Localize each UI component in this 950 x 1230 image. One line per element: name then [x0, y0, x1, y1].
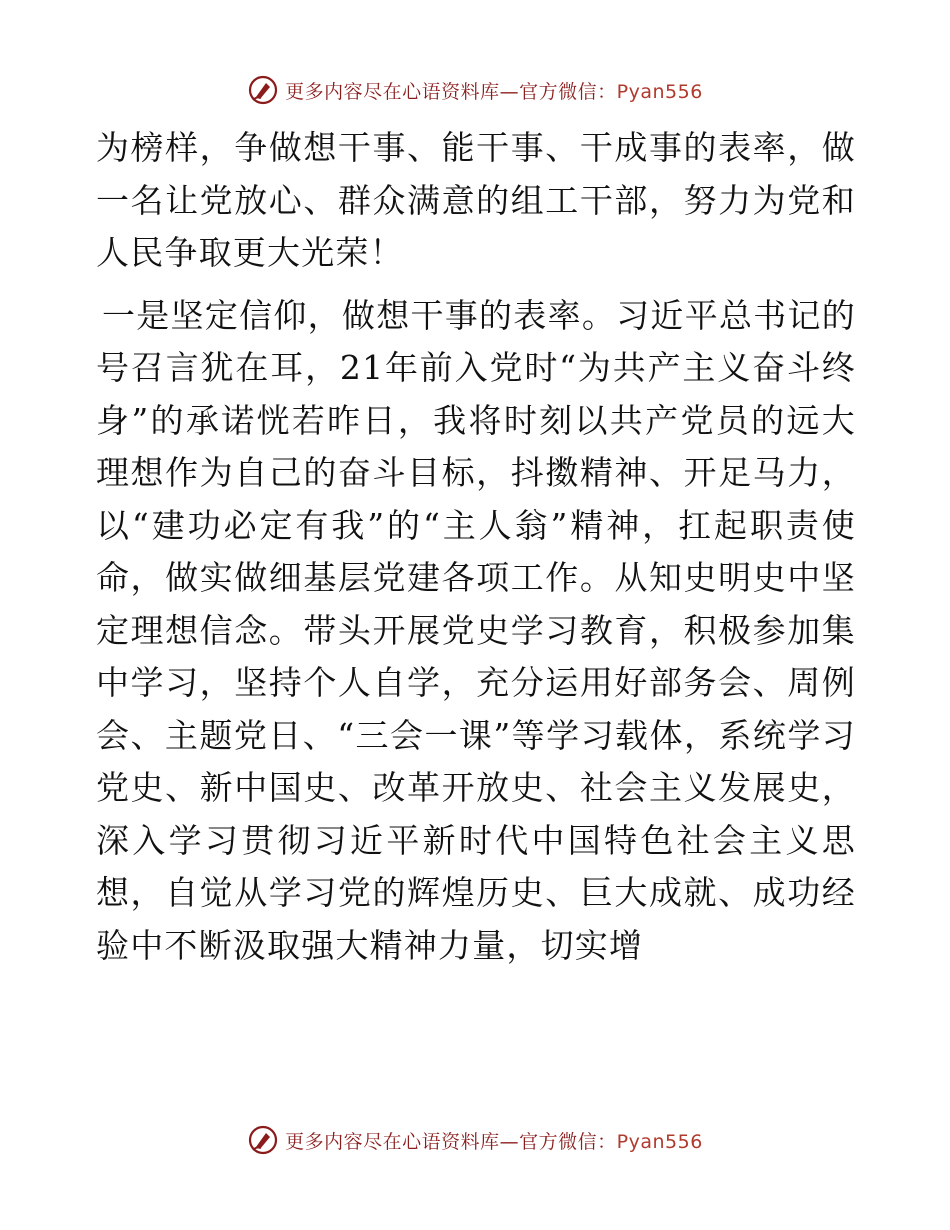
header-banner-text: 更多内容尽在心语资料库—官方微信：Pyan556 — [285, 80, 703, 103]
wechat-id: Pyan556 — [616, 1130, 703, 1153]
document-body — [96, 122, 856, 972]
paragraph-2: 一是坚定信仰，做想干事的表率。习近平总书记的号召言犹在耳，21年前入党时“为共产主义奋斗终身”的承诺恍若昨日，我将时刻以共产党员的远大理想作为自己的奋斗目标，抖擞精神、开足马力，以“建功必定有我”的“主人翁”精神，扛起职责使命，做实做细基层党建各项工作。从知史明史中坚定理想信念。带头开展党史学习教育，积极参加集中学习，坚持个人自学，充分运用好部务会、周例会、主题党日、“三会一课”等学习载体，系统学习党史、新中国史、改革开放史、社会主义发展史，深入学习贯彻习近平新时代中国特色社会主义思想，自觉从学习党的辉煌历史、巨大成就、成功经验中不断汲取强大精神力量，切实增 — [96, 295, 856, 965]
pen-nib-icon — [247, 1124, 279, 1156]
footer-banner — [0, 1120, 950, 1160]
paragraph-1: 为榜样，争做想干事、能干事、干成事的表率，做一名让党放心、群众满意的组工干部，努力为党和人民争取更大光荣！ — [96, 128, 856, 272]
footer-banner-text: 更多内容尽在心语资料库—官方微信：Pyan556 — [285, 1130, 703, 1153]
wechat-id: Pyan556 — [616, 80, 703, 103]
pen-nib-icon — [247, 74, 279, 106]
header-banner — [0, 70, 950, 110]
